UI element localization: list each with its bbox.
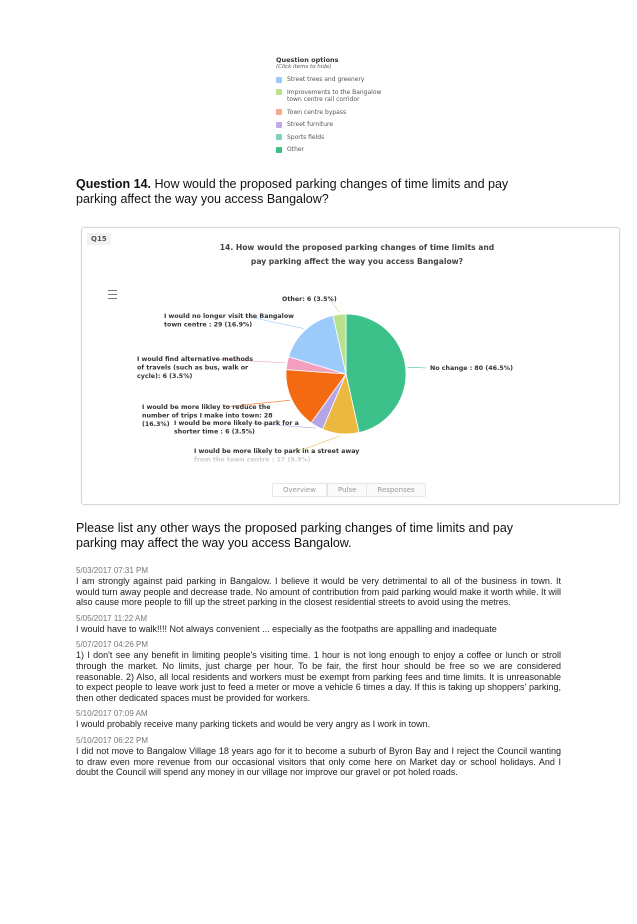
response-timestamp: 5/03/2017 07:31 PM	[76, 566, 149, 575]
response-text: I would have to walk!!!! Not always convenient ... especially as the footpaths are appalling and inadequate	[76, 623, 497, 634]
legend-item[interactable]	[276, 89, 386, 104]
question-number: Question 14.	[76, 177, 152, 191]
legend-label: Street trees and greenery	[287, 76, 365, 83]
response-item	[76, 640, 561, 703]
response-timestamp: 5/07/2017 04:26 PM	[76, 640, 149, 650]
response-item	[76, 709, 561, 730]
chart-legend	[276, 56, 386, 159]
pie-label: I would be more likely to park for a shorter time : 6 (3.5%)	[174, 420, 299, 436]
question-14-heading	[76, 177, 546, 207]
response-timestamp: 5/10/2017 07:09 AM	[76, 709, 148, 719]
pie-chart	[82, 228, 619, 504]
pie-connector	[408, 367, 426, 368]
legend-subtitle: (Click items to hide)	[276, 64, 332, 70]
open-question-heading: Please list any other ways the proposed parking changes of time limits and pay parking may affect the way you access Bangalow.	[76, 521, 514, 550]
legend-item[interactable]	[276, 134, 386, 142]
legend-label: Other	[287, 146, 305, 153]
pie-label: No change : 80 (46.5%)	[430, 365, 513, 372]
question-tag: Q15	[87, 233, 111, 245]
pie-label: I would be more likely to park in a street away from the town centre : 17 (9.9%)	[194, 448, 360, 464]
legend-label: Improvements to the Bangalow town centre rail corridor	[287, 88, 382, 103]
legend-label: Street furniture	[287, 121, 334, 128]
legend-item[interactable]	[276, 146, 386, 154]
legend-swatch	[276, 89, 282, 95]
tab-pulse[interactable]: Pulse	[327, 484, 366, 496]
legend-item[interactable]	[276, 109, 386, 117]
responses-list	[76, 566, 561, 784]
response-text: I would probably receive many parking tickets and would be very angry as I work in town.	[76, 719, 431, 730]
tab-overview[interactable]: Overview	[273, 484, 327, 496]
response-item	[76, 614, 561, 635]
response-timestamp: 5/10/2017 06:22 PM	[76, 735, 149, 745]
legend-swatch	[276, 122, 282, 128]
legend-swatch	[276, 134, 282, 140]
pie-label: I would no longer visit the Bangalow town centre : 29 (16.9%)	[164, 313, 294, 329]
legend-swatch	[276, 147, 282, 153]
response-item	[76, 566, 561, 608]
panel-tabs	[272, 483, 426, 497]
chart-panel	[81, 227, 620, 505]
response-item	[76, 736, 561, 778]
legend-label: Town centre bypass	[287, 108, 347, 116]
response-timestamp: 5/05/2017 11:22 AM	[76, 613, 148, 623]
chart-title: 14. How would the proposed parking changes of time limits and pay parking affect the way you access Bangalow?	[219, 243, 495, 266]
response-text: I am strongly against paid parking in Bangalow. I believe it would be very detrimental to all of the business in town. It would turn away people and decrease trade. No amount of contribution from paid parking would make it worth while. It will also cause more people to fill up the street parking in the closest residential streets to avoid using the metres.	[76, 576, 561, 608]
legend-title: Question options	[276, 56, 339, 64]
tab-responses[interactable]: Responses	[366, 484, 424, 496]
legend-swatch	[276, 109, 282, 115]
pie-label: I would be more likley to reduce the number of trips I make into town: 28 (16.3%)	[142, 404, 273, 428]
question-text: How would the proposed parking changes of time limits and pay parking affect the way you access Bangalow?	[76, 177, 509, 206]
response-text: I did not move to Bangalow Village 18 years ago for it to become a suburb of Byron Bay and I reject the Council wanting to draw even more revenue from our occasional visitors that only come here on Market day or school holidays. And I doubt the Council will spend any money in our village nor improve our gravel or pot holed roads.	[76, 745, 561, 778]
legend-item[interactable]	[276, 121, 386, 129]
legend-label: Sports fields	[287, 133, 325, 141]
legend-item[interactable]	[276, 76, 386, 84]
pie-label: Other: 6 (3.5%)	[282, 296, 337, 303]
legend-swatch	[276, 77, 282, 83]
response-text: 1) I don't see any benefit in limiting people's visiting time. 1 hour is not long enough to enjoy a coffee or lunch or stroll through the market. No limits, just charge per hour. To be fair, the first hour should be free so we are considered reasonable. 2) Also, all local residents and workers must be exempt from parking fees and time limits. It is unreasonable to expect people to leave work just to feed a meter or move a vehicle 6 times a day. If this is taking up shoppers' parking, then other dedicated spaces must be provided for workers.	[76, 650, 561, 703]
pie-label: I would find alternative methods of travels (such as bus, walk or cycle): 6 (3.5%)	[137, 356, 254, 380]
